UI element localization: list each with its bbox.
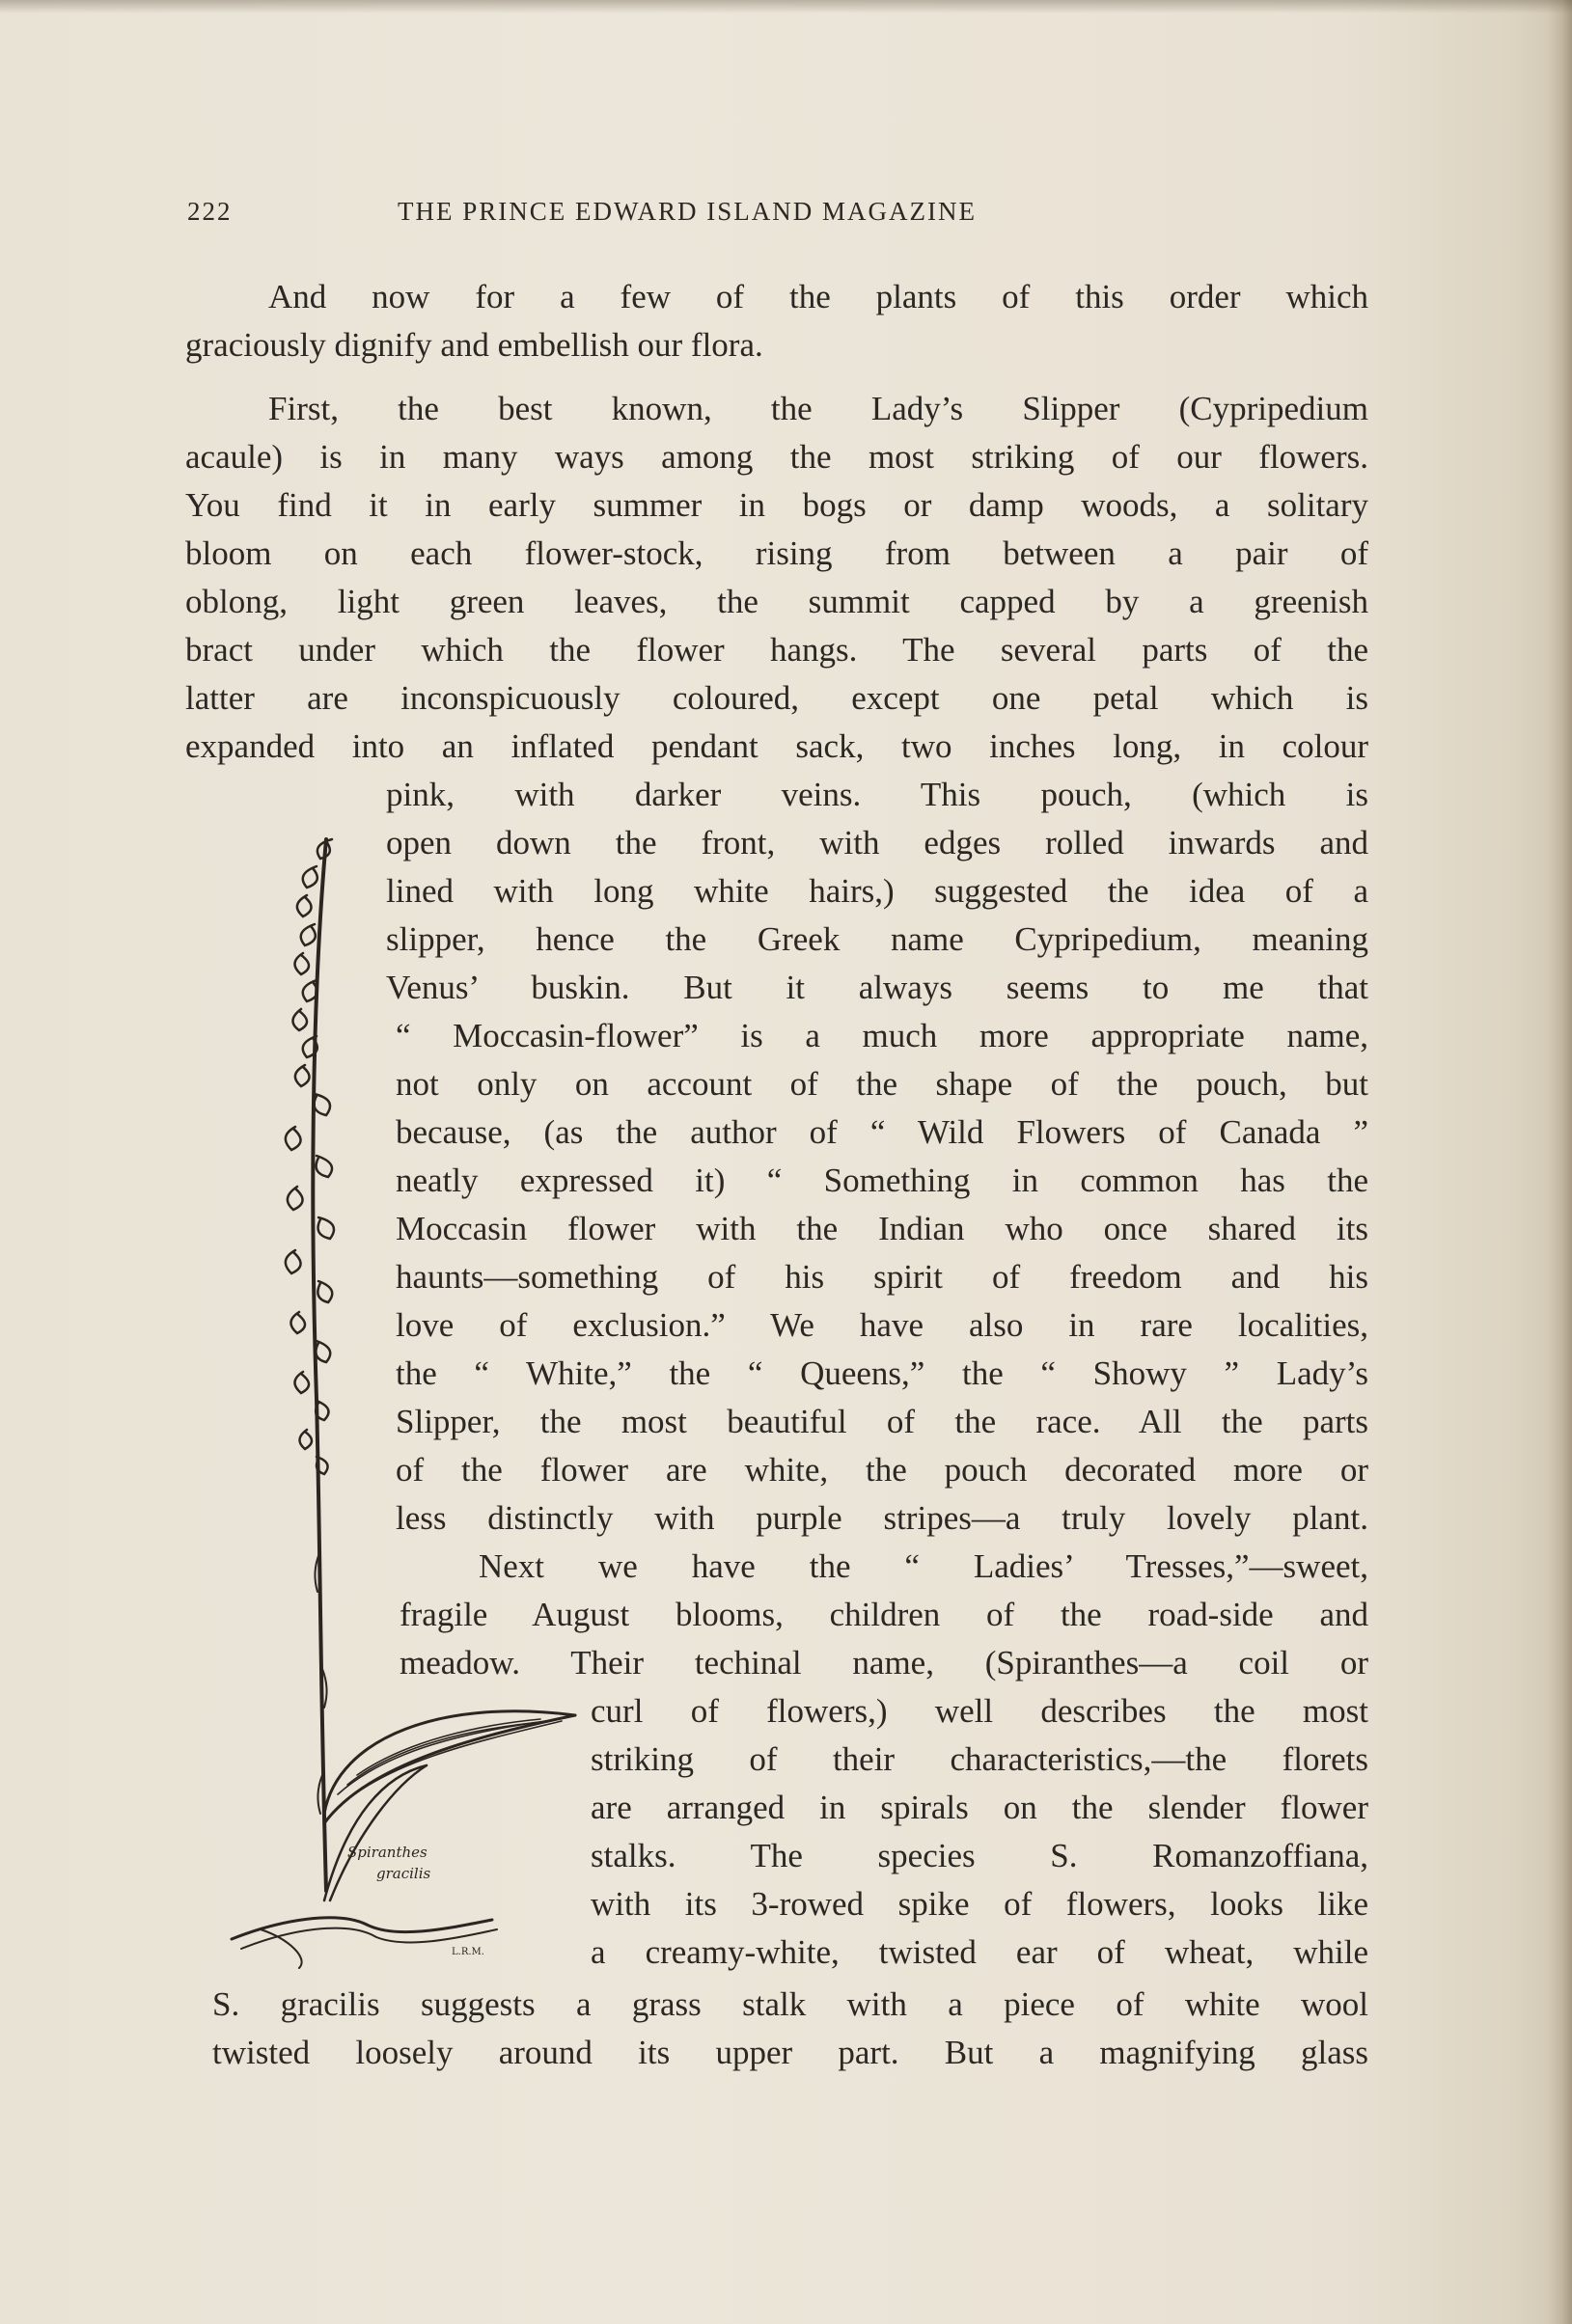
- text-line: the “ White,” the “ Queens,” the “ Showy ” Lady’s: [396, 1354, 1368, 1392]
- page-top-edge: [0, 0, 1572, 14]
- text-line: less distinctly with purple stripes—a truly lovely plant.: [396, 1499, 1368, 1537]
- text-line: Venus’ buskin. But it always seems to me that: [386, 969, 1368, 1006]
- text-line: stalks. The species S. Romanzoffiana,: [591, 1837, 1368, 1874]
- text-line: haunts—something of his spirit of freedom and his: [396, 1258, 1368, 1296]
- text-line: neatly expressed it) “ Something in common has the: [396, 1162, 1368, 1199]
- illustration-caption-species: Spiranthes: [347, 1844, 427, 1861]
- text-line: a creamy-white, twisted ear of wheat, while: [591, 1933, 1368, 1971]
- text-line: because, (as the author of “ Wild Flowers of Canada ”: [396, 1113, 1368, 1151]
- illustration-artist-mark: L.R.M.: [452, 1947, 484, 1957]
- text-line: are arranged in spirals on the slender flower: [591, 1789, 1368, 1826]
- text-line: And now for a few of the plants of this order which: [268, 278, 1368, 315]
- text-line: graciously dignify and embellish our flora.: [185, 326, 763, 364]
- text-line: open down the front, with edges rolled inwards and: [386, 824, 1368, 861]
- text-line: bloom on each flower-stock, rising from between a pair of: [185, 534, 1368, 572]
- text-line: slipper, hence the Greek name Cypripedium, meaning: [386, 920, 1368, 958]
- text-line: of the flower are white, the pouch decorated more or: [396, 1451, 1368, 1489]
- text-line: oblong, light green leaves, the summit capped by a greenish: [185, 583, 1368, 620]
- text-line: You find it in early summer in bogs or damp woods, a solitary: [185, 486, 1368, 524]
- text-line: pink, with darker veins. This pouch, (which is: [386, 776, 1368, 813]
- text-line: Moccasin flower with the Indian who once shared its: [396, 1210, 1368, 1247]
- magazine-title: THE PRINCE EDWARD ISLAND MAGAZINE: [398, 197, 977, 226]
- text-line: First, the best known, the Lady’s Slipper (Cypripedium: [268, 390, 1368, 427]
- text-line: with its 3-rowed spike of flowers, looks like: [591, 1885, 1368, 1923]
- text-line: twisted loosely around its upper part. But a magnifying glass: [212, 2034, 1368, 2071]
- text-line: love of exclusion.” We have also in rare localities,: [396, 1306, 1368, 1344]
- text-line: “ Moccasin-flower” is a much more appropriate name,: [396, 1017, 1368, 1054]
- text-line: S. gracilis suggests a grass stalk with a piece of white wool: [212, 1985, 1368, 2023]
- text-line: Slipper, the most beautiful of the race. All the parts: [396, 1403, 1368, 1440]
- text-line: Next we have the “ Ladies’ Tresses,”—sweet,: [479, 1547, 1368, 1585]
- page-number: 222: [187, 197, 233, 226]
- text-line: meadow. Their techinal name, (Spiranthes—a coil or: [400, 1644, 1368, 1681]
- text-line: fragile August blooms, children of the road-side and: [400, 1596, 1368, 1633]
- text-line: expanded into an inflated pendant sack, two inches long, in colour: [185, 727, 1368, 765]
- text-line: curl of flowers,) well describes the most: [591, 1692, 1368, 1730]
- page-right-edge: [1547, 0, 1572, 2324]
- text-line: latter are inconspicuously coloured, except one petal which is: [185, 679, 1368, 717]
- text-line: not only on account of the shape of the pouch, but: [396, 1065, 1368, 1103]
- text-line: lined with long white hairs,) suggested the idea of a: [386, 872, 1368, 910]
- text-line: striking of their characteristics,—the florets: [591, 1740, 1368, 1778]
- text-line: acaule) is in many ways among the most striking of our flowers.: [185, 438, 1368, 476]
- text-line: bract under which the flower hangs. The several parts of the: [185, 631, 1368, 669]
- illustration-caption-epithet: gracilis: [376, 1865, 431, 1882]
